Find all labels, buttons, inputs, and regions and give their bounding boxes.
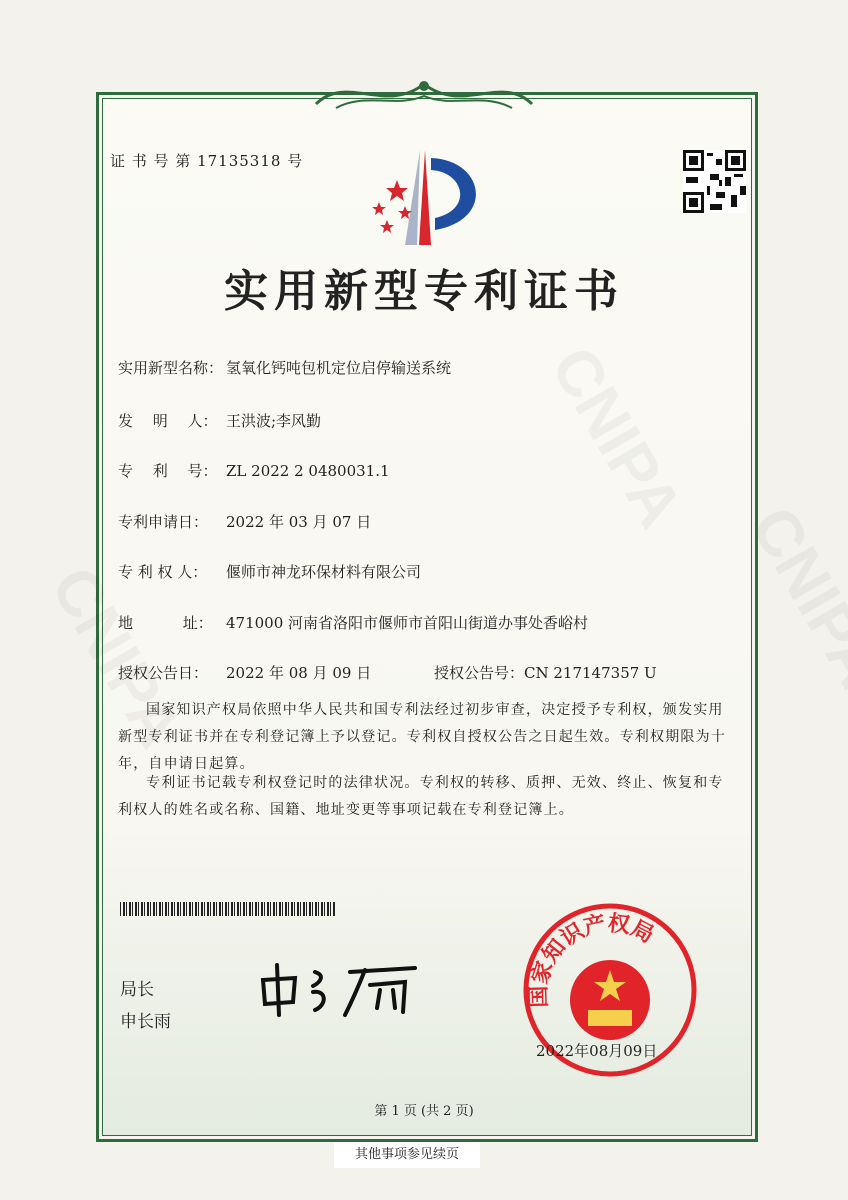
page-title: 实用新型专利证书 [224, 266, 624, 317]
paragraph: 国家知识产权局依照中华人民共和国专利法经过初步审查，决定授予专利权，颁发实用新型专利证书并在专利登记簿上予以登记。专利权自授权公告之日起生效。专利权期限为十年，自申请日起算。 [118, 702, 726, 772]
director-title: 局长 [120, 980, 154, 1000]
field-inventor: 发 明 人： 王洪波;李风勤 [118, 412, 322, 430]
cnipa-logo [365, 150, 490, 250]
director-name: 申长雨 [120, 1012, 171, 1032]
page-number: 第 1 页 (共 2 页) [374, 1104, 474, 1119]
seal-text: 国家知识产权局 [526, 911, 658, 1009]
field-filing-date: 专利申请日： 2022 年 03 月 07 日 [118, 513, 372, 531]
ornament-icon [306, 74, 542, 114]
certificate-number: 证 书 号 第 17135318 号 [110, 152, 304, 170]
field-grant-date: 授权公告日： 2022 年 08 月 09 日 [118, 664, 372, 682]
field-name: 实用新型名称： 氢氧化钙吨包机定位启停输送系统 [118, 359, 452, 377]
paragraph: 专利证书记载专利权登记时的法律状况。专利权的转移、质押、无效、终止、恢复和专利权人的姓名或名称、国籍、地址变更等事项记载在专利登记簿上。 [118, 775, 724, 818]
field-patent-number: 专 利 号： ZL 2022 2 0480031.1 [118, 462, 390, 480]
field-announcement-number: 授权公告号：CN 217147357 U [434, 664, 657, 682]
seal-date: 2022年08月09日 [536, 1042, 658, 1060]
continuation-note: 其他事项参见续页 [334, 1142, 480, 1168]
field-patentee: 专 利 权 人： 偃师市神龙环保材料有限公司 [118, 563, 422, 581]
barcode [120, 902, 335, 916]
qr-code [683, 150, 746, 213]
field-address: 地 址： 471000 河南省洛阳市偃师市首阳山街道办事处香峪村 [118, 614, 589, 632]
signature [255, 960, 440, 1020]
